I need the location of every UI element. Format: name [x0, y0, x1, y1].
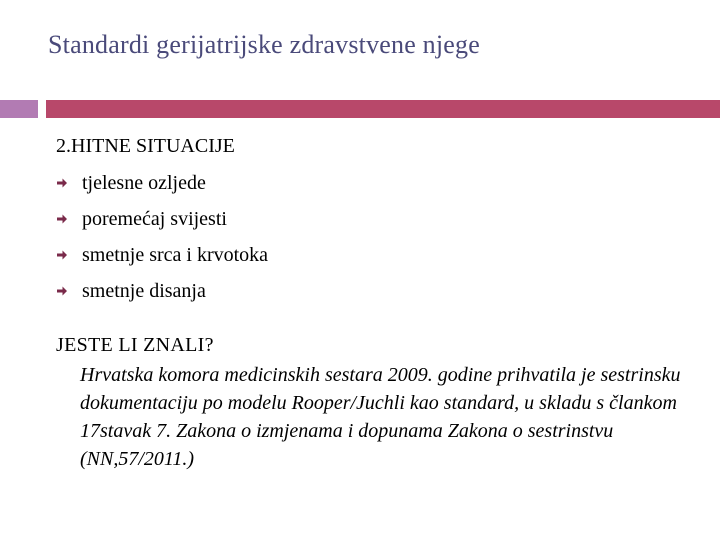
right-arrow-icon: [56, 249, 82, 261]
list-item: [56, 237, 696, 273]
list-item-label: poremećaj svijesti: [82, 208, 227, 230]
title-divider-bar: [46, 100, 720, 118]
slide-title: Standardi gerijatrijske zdravstvene njege: [48, 30, 480, 59]
list-item: [56, 165, 696, 201]
right-arrow-icon: [56, 177, 82, 189]
slide-content: [56, 133, 696, 473]
did-you-know-text: Hrvatska komora medicinskih sestara 2009. godine prihvatila je sestrinsku dokumentaciju po modelu Rooper/Juchli kao standard, u skladu s člankom 17stavak 7. Zakona o izmjenama i dopunama Zakona o sestrinstvu (NN,57/2011.): [80, 364, 681, 470]
right-arrow-icon: [56, 213, 82, 225]
title-divider-accent: [0, 100, 38, 118]
bullet-list: [56, 165, 696, 309]
did-you-know-heading: JESTE LI ZNALI?: [56, 334, 214, 356]
list-item-label: tjelesne ozljede: [82, 172, 206, 194]
list-item: [56, 273, 696, 309]
list-item: [56, 201, 696, 237]
list-item-label: smetnje srca i krvotoka: [82, 244, 269, 266]
list-item-label: smetnje disanja: [82, 280, 206, 302]
right-arrow-icon: [56, 285, 82, 297]
section-heading: 2.HITNE SITUACIJE: [56, 135, 235, 157]
